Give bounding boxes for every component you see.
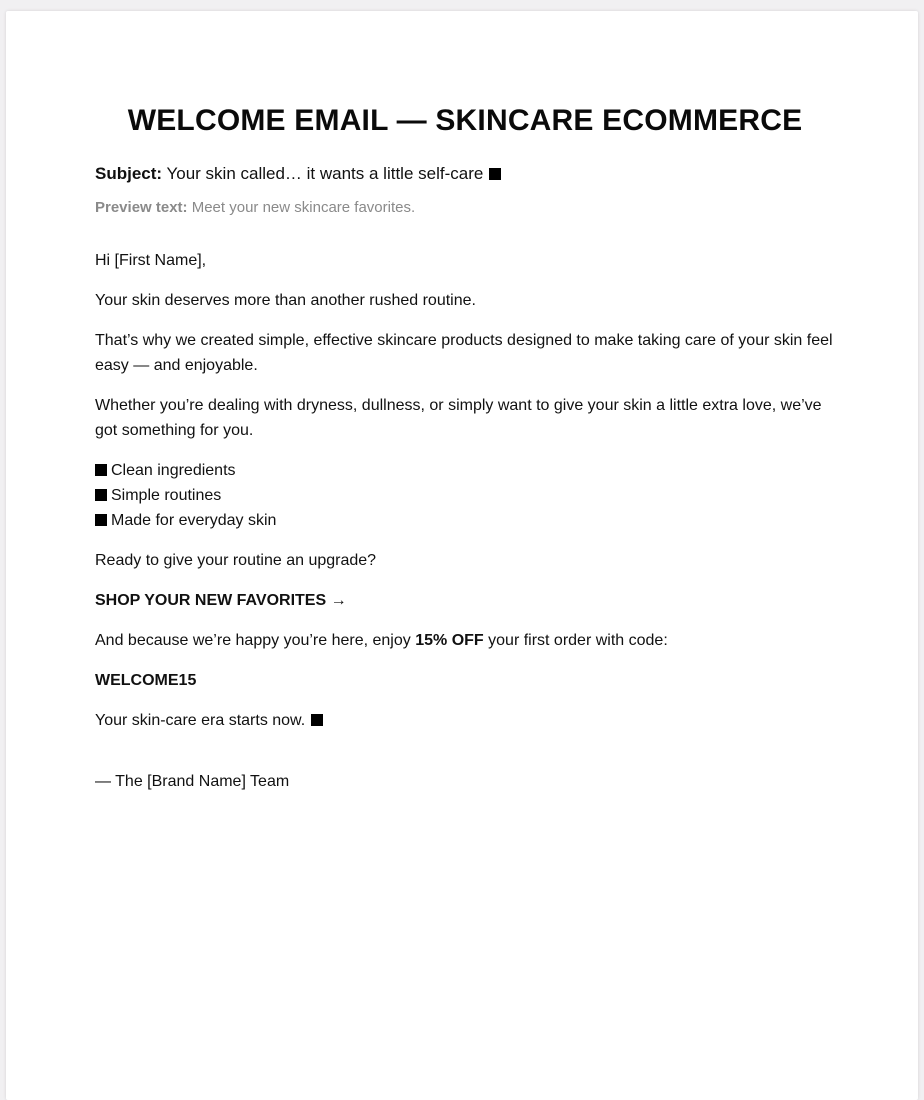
subject-text: Your skin called… it wants a little self-care xyxy=(166,164,484,183)
greeting: Hi [First Name], xyxy=(95,252,207,269)
discount-code: WELCOME15 xyxy=(95,672,197,689)
preview-label: Preview text: xyxy=(95,199,188,216)
square-bullet-icon xyxy=(95,514,107,526)
question: Ready to give your routine an upgrade? xyxy=(95,552,377,569)
subject-line xyxy=(95,162,835,186)
offer-line xyxy=(95,628,835,653)
closing-line: Your skin-care era starts now. xyxy=(95,708,835,733)
paragraph-2: That’s why we created simple, effective skincare products designed to make taking care of your skin feel easy — and enjoyable. xyxy=(95,332,833,374)
list-item: Simple routines xyxy=(95,483,835,508)
document-content xyxy=(95,103,835,809)
benefit-list xyxy=(95,458,835,533)
document-page xyxy=(6,11,918,1100)
list-item: Clean ingredients xyxy=(95,458,835,483)
preview-line xyxy=(95,197,835,219)
offer-prefix: And because we’re happy you’re here, enjoy xyxy=(95,632,411,649)
square-bullet-icon xyxy=(95,489,107,501)
document-title: WELCOME EMAIL — SKINCARE ECOMMERCE xyxy=(127,104,803,137)
shop-cta-link[interactable]: SHOP YOUR NEW FAVORITES → xyxy=(95,592,347,609)
paragraph-3: Whether you’re dealing with dryness, dullness, or simply want to give your skin a little extra love, we’ve got something for you. xyxy=(95,397,822,439)
preview-text: Meet your new skincare favorites. xyxy=(191,199,416,216)
square-icon xyxy=(311,714,323,726)
square-icon xyxy=(489,168,501,180)
offer-highlight: 15% OFF xyxy=(415,632,484,649)
list-item: Made for everyday skin xyxy=(95,508,835,533)
offer-suffix: your first order with code: xyxy=(488,632,668,649)
paragraph-1: Your skin deserves more than another rushed routine. xyxy=(95,292,476,309)
signoff: — The [Brand Name] Team xyxy=(95,773,290,790)
square-bullet-icon xyxy=(95,464,107,476)
subject-label: Subject: xyxy=(95,164,163,183)
